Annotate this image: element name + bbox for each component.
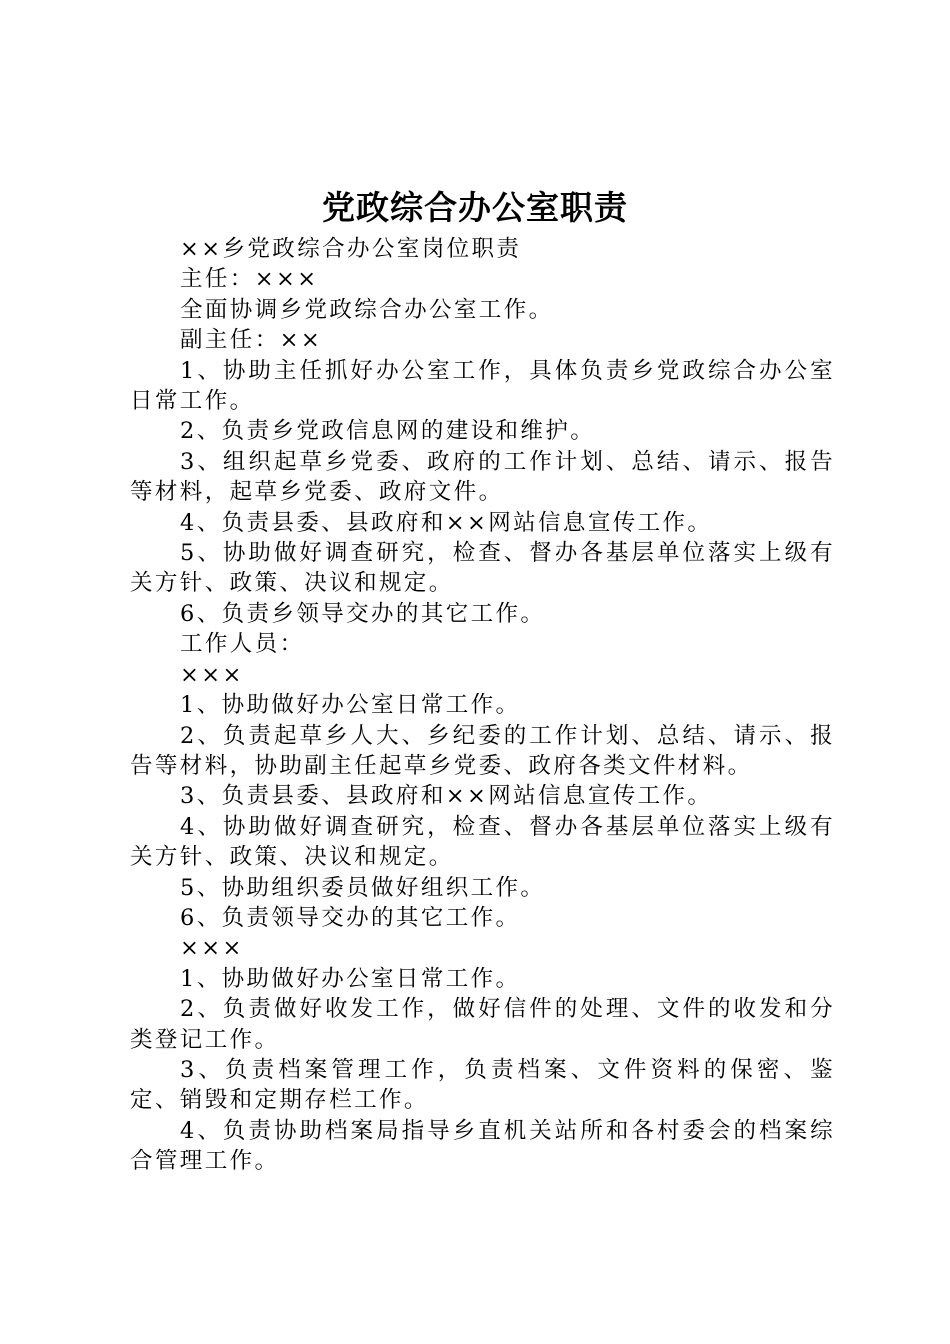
- paragraph: 4、负责协助档案局指导乡直机关站所和各村委会的档案综合管理工作。: [130, 1117, 835, 1175]
- paragraph: 1、协助主任抓好办公室工作，具体负责乡党政综合办公室日常工作。: [130, 357, 835, 415]
- paragraph: 全面协调乡党政综合办公室工作。: [180, 296, 554, 323]
- paragraph: 4、负责县委、县政府和××网站信息宣传工作。: [180, 509, 713, 536]
- paragraph: 3、负责县委、县政府和××网站信息宣传工作。: [180, 783, 713, 810]
- paragraph: 副主任：××: [180, 327, 323, 354]
- paragraph: 2、负责乡党政信息网的建设和维护。: [180, 418, 596, 445]
- paragraph: 5、协助组织委员做好组织工作。: [180, 874, 546, 901]
- document-body: [130, 234, 835, 1177]
- paragraph: 3、组织起草乡党委、政府的工作计划、总结、请示、报告等材料，起草乡党委、政府文件。: [130, 448, 835, 506]
- paragraph: 4、协助做好调查研究，检查、督办各基层单位落实上级有关方针、政策、决议和规定。: [130, 813, 835, 871]
- paragraph: 5、协助做好调查研究，检查、督办各基层单位落实上级有关方针、政策、决议和规定。: [130, 540, 835, 597]
- paragraph: ×××: [180, 661, 244, 688]
- paragraph: 1、协助做好办公室日常工作。: [180, 692, 521, 719]
- paragraph: 工作人员：: [180, 631, 305, 658]
- paragraph: 6、负责领导交办的其它工作。: [180, 904, 521, 931]
- paragraph: 2、负责做好收发工作，做好信件的处理、文件的收发和分类登记工作。: [130, 996, 835, 1053]
- document-title: 党政综合办公室职责: [322, 188, 628, 227]
- paragraph: ×××: [180, 935, 244, 962]
- paragraph: 1、协助做好办公室日常工作。: [180, 965, 521, 992]
- paragraph: 主任：×××: [180, 266, 319, 293]
- paragraph: 6、负责乡领导交办的其它工作。: [180, 600, 546, 627]
- paragraph: 3、负责档案管理工作，负责档案、文件资料的保密、鉴定、销毁和定期存栏工作。: [130, 1056, 835, 1114]
- paragraph: ××乡党政综合办公室岗位职责: [180, 236, 522, 262]
- paragraph: 2、负责起草乡人大、乡纪委的工作计划、总结、请示、报告等材料，协助副主任起草乡党委、政府各类文件材料。: [130, 722, 835, 779]
